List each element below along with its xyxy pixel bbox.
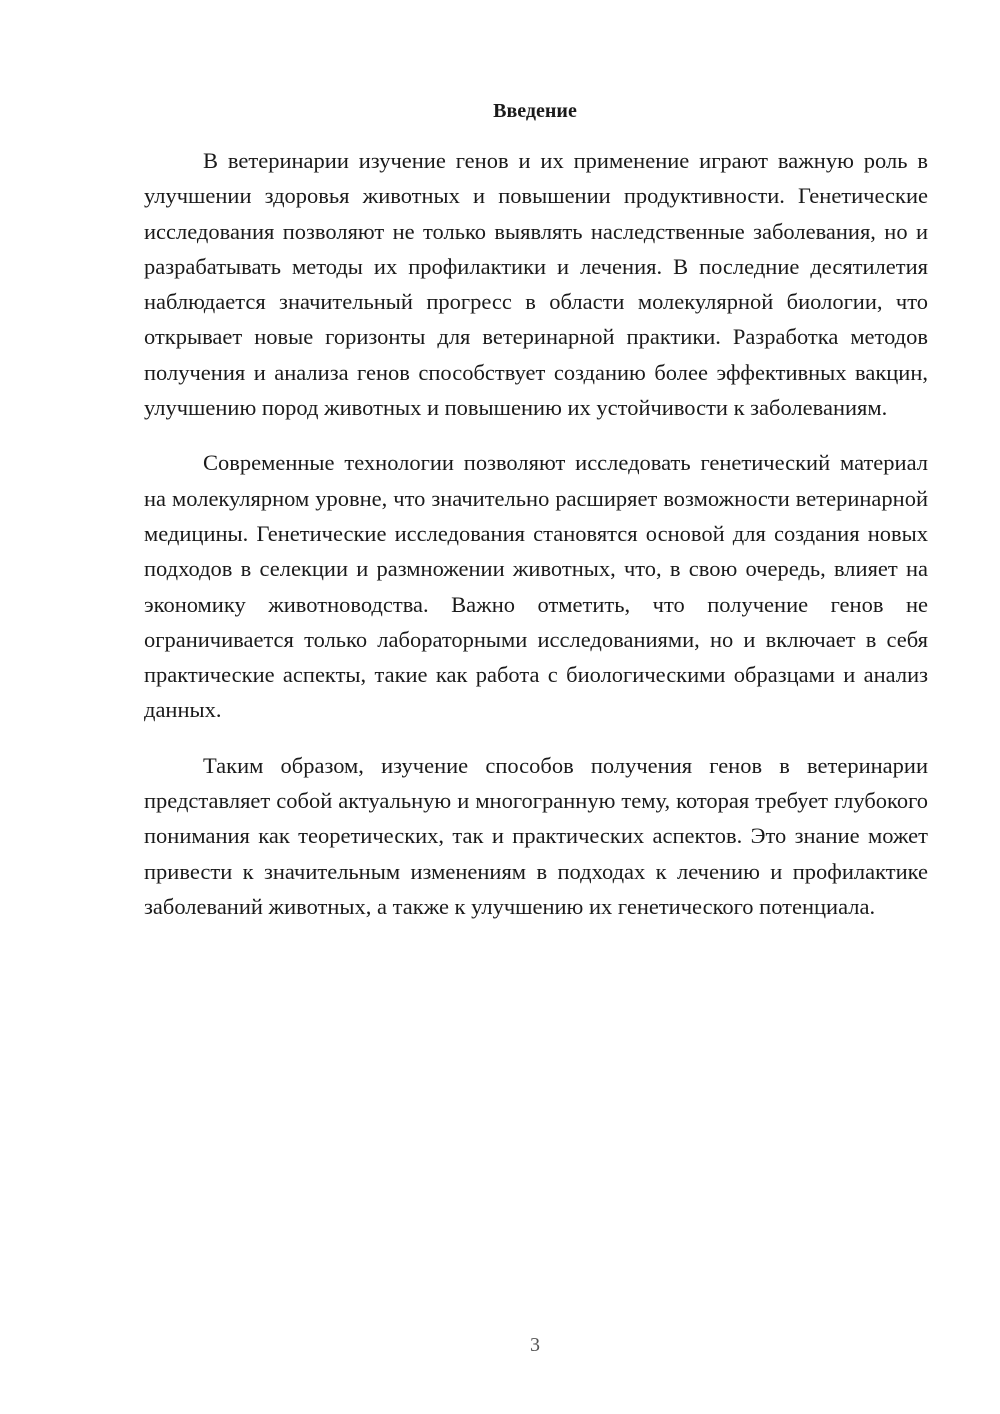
page-number: 3 <box>530 1334 540 1356</box>
paragraph-2: Современные технологии позволяют исследовать генетический материал на молекулярном уровне, что значительно расширяет возможности ветеринарной медицины. Генетические исследования становятся основой для создания новых подходов в селекции и размножении животных, что, в свою очередь, влияет на экономику животноводства. Важно отметить, что получение генов не ограничивается только лабораторными исследованиями, но и включает в себя практические аспекты, такие как работа с биологическими образцами и анализ данных. <box>144 450 928 723</box>
paragraph-1: В ветеринарии изучение генов и их применение играют важную роль в улучшении здоровья животных и повышении продуктивности. Генетические исследования позволяют не только выявлять наследственные заболевания, но и разрабатывать методы их профилактики и лечения. В последние десятилетия наблюдается значительный прогресс в области молекулярной биологии, что открывает новые горизонты для ветеринарной практики. Разработка методов получения и анализа генов способствует созданию более эффективных вакцин, улучшению пород животных и повышению их устойчивости к заболеваниям. <box>144 148 928 421</box>
section-heading: Введение <box>493 100 577 122</box>
paragraph-3: Таким образом, изучение способов получения генов в ветеринарии представляет собой актуальную и многогранную тему, которая требует глубокого понимания как теоретических, так и практических аспектов. Это знание может привести к значительным изменениям в подходах к лечению и профилактике заболеваний животных, а также к улучшению их генетического потенциала. <box>144 752 928 919</box>
body-text <box>144 143 928 924</box>
